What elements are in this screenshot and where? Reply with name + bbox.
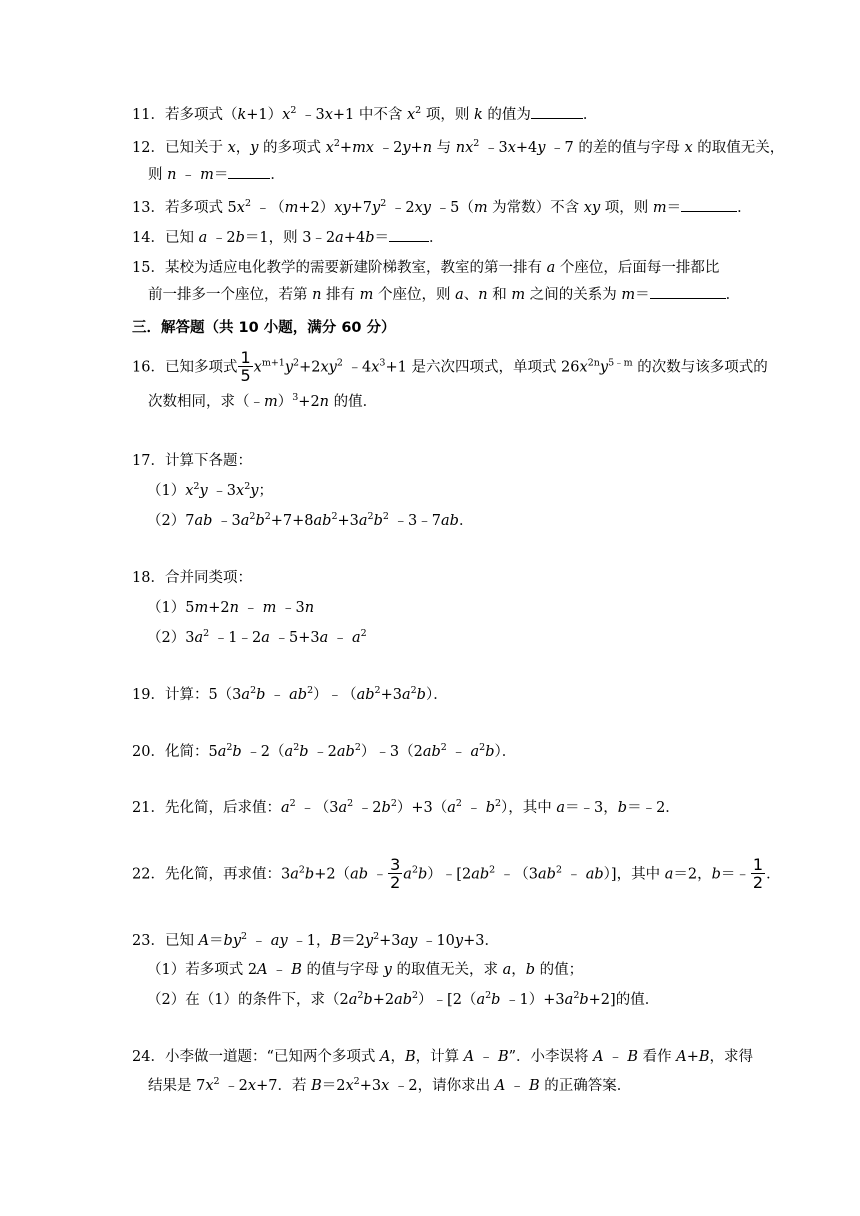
question-18-part-1: （1）5m+2n ﹣ m ﹣3n [147, 600, 315, 616]
question-17-part-2: （2）7ab $﹣3a^2b^2+7+8ab^2+3a^2b^2$ ﹣3﹣7ab． [147, 511, 474, 529]
question-18: 18．合并同类项： [132, 570, 252, 586]
question-12: 12．已知关于 x，y 的多项式 $x^2+mx$ ﹣2y+n 与 $nx^2$ ﹣3x+4y ﹣7 的差的值与字母 x 的取值无关， [132, 138, 785, 156]
question-24-line-2: 结果是 $7x^2$ ﹣2x+7．若 $B=2x^2+3x$ ﹣2，请你求出 A ﹣ B 的正确答案． [148, 1076, 632, 1094]
answer-blank[interactable] [650, 284, 726, 299]
question-11: 11．若多项式$(k+1)x^2$ ﹣3x+1 中不含 $x^2$ 项，则 k 的值为 ． [132, 105, 598, 123]
question-12-line-2: 则 n ﹣ m＝ ． [148, 164, 285, 186]
question-22: 22．先化简，再求值：$3a^2b+2(ab$ ﹣ $\frac{3}{2}$ $a^2b)﹣[2ab^2$ $﹣(3ab^2$ ﹣ ab）]，其中 a＝2，b＝﹣ $\frac{1}{2}$ ． [132, 855, 781, 892]
question-23-part-1: （1）若多项式 2A ﹣ B 的值与字母 y 的取值无关，求 a，b 的值； [147, 962, 584, 978]
question-17-part-1: $(1)x^2y$ $﹣3x^2y$； [147, 481, 273, 499]
fraction-three-halves: $\frac{3}{2}$ [390, 855, 401, 892]
question-23: 23．已知 $A=by^2$ ﹣ ay ﹣1，$B=2y^2+3ay$ ﹣10y+3． [132, 931, 499, 949]
question-17: 17．计算下各题： [132, 453, 252, 469]
question-24: 24．小李做一道题：“已知两个多项式 A，B，计算 A ﹣ B”．小李误将 A ﹣ B 看作 A+B，求得 [132, 1049, 753, 1065]
question-16-line-2: 次数相同，求（﹣m）$^3$+2n 的值． [148, 392, 378, 410]
answer-blank[interactable] [681, 197, 737, 212]
question-21: 21．先化简，后求值：$a^2$ $﹣(3a^2$ $﹣2b^2)+3(a^2$ ﹣ $b^2$），其中 a＝﹣3，b＝﹣2． [132, 798, 680, 816]
question-15: 15．某校为适应电化教学的需要新建阶梯教室，教室的第一排有 a 个座位，后面每一排都比 [132, 260, 720, 276]
question-16: 16．已知多项式 $\frac{1}{5}$ $x^{m+1}y^2+2xy^2$ $﹣4x^3+1$ 是六次四项式，单项式 $26x^{2n}y^{5﹣m}$ 的次数与该多项式的 [132, 348, 768, 385]
question-15-line-2: 前一排多一个座位，若第 n 排有 m 个座位，则 a、n 和 m 之间的关系为 m＝ ． [148, 284, 740, 306]
answer-blank[interactable] [389, 227, 429, 242]
question-13: 13．若多项式 $5x^2$ $﹣(m+2)xy+7y^2$ ﹣2xy ﹣5（m 为常数）不含 xy 项，则 m＝ ． [132, 198, 752, 216]
question-23-part-2: （2）在（1）的条件下，求$(2a^2b+2ab^2)﹣[2(a^2b$ $﹣1)+3a^2b+2$]的值． [147, 990, 660, 1008]
answer-blank[interactable] [228, 164, 270, 179]
section-heading: 三．解答题（共 10 小题，满分 60 分） [132, 320, 396, 336]
question-14: 14．已知 a ﹣2b＝1，则 3﹣2a+4b＝ ． [132, 227, 732, 249]
question-20: 20．化简：$5a^2b$ $﹣2(a^2b$ $﹣2ab^2)﹣3(2ab^2$ ﹣ $a^2b$）． [132, 742, 517, 760]
fraction-one-half: $\frac{1}{2}$ [752, 855, 764, 892]
fraction-one-fifth: $\frac{1}{5}$ [240, 348, 251, 385]
answer-blank[interactable] [531, 104, 583, 119]
question-19: 19．计算：$5(3a^2b$ ﹣ $ab^2)﹣(ab^2+3a^2b)$． [132, 685, 448, 703]
question-18-part-2: $(2)3a^2$ ﹣1﹣2a ﹣5+3a ﹣ $a^2$ [147, 628, 367, 646]
